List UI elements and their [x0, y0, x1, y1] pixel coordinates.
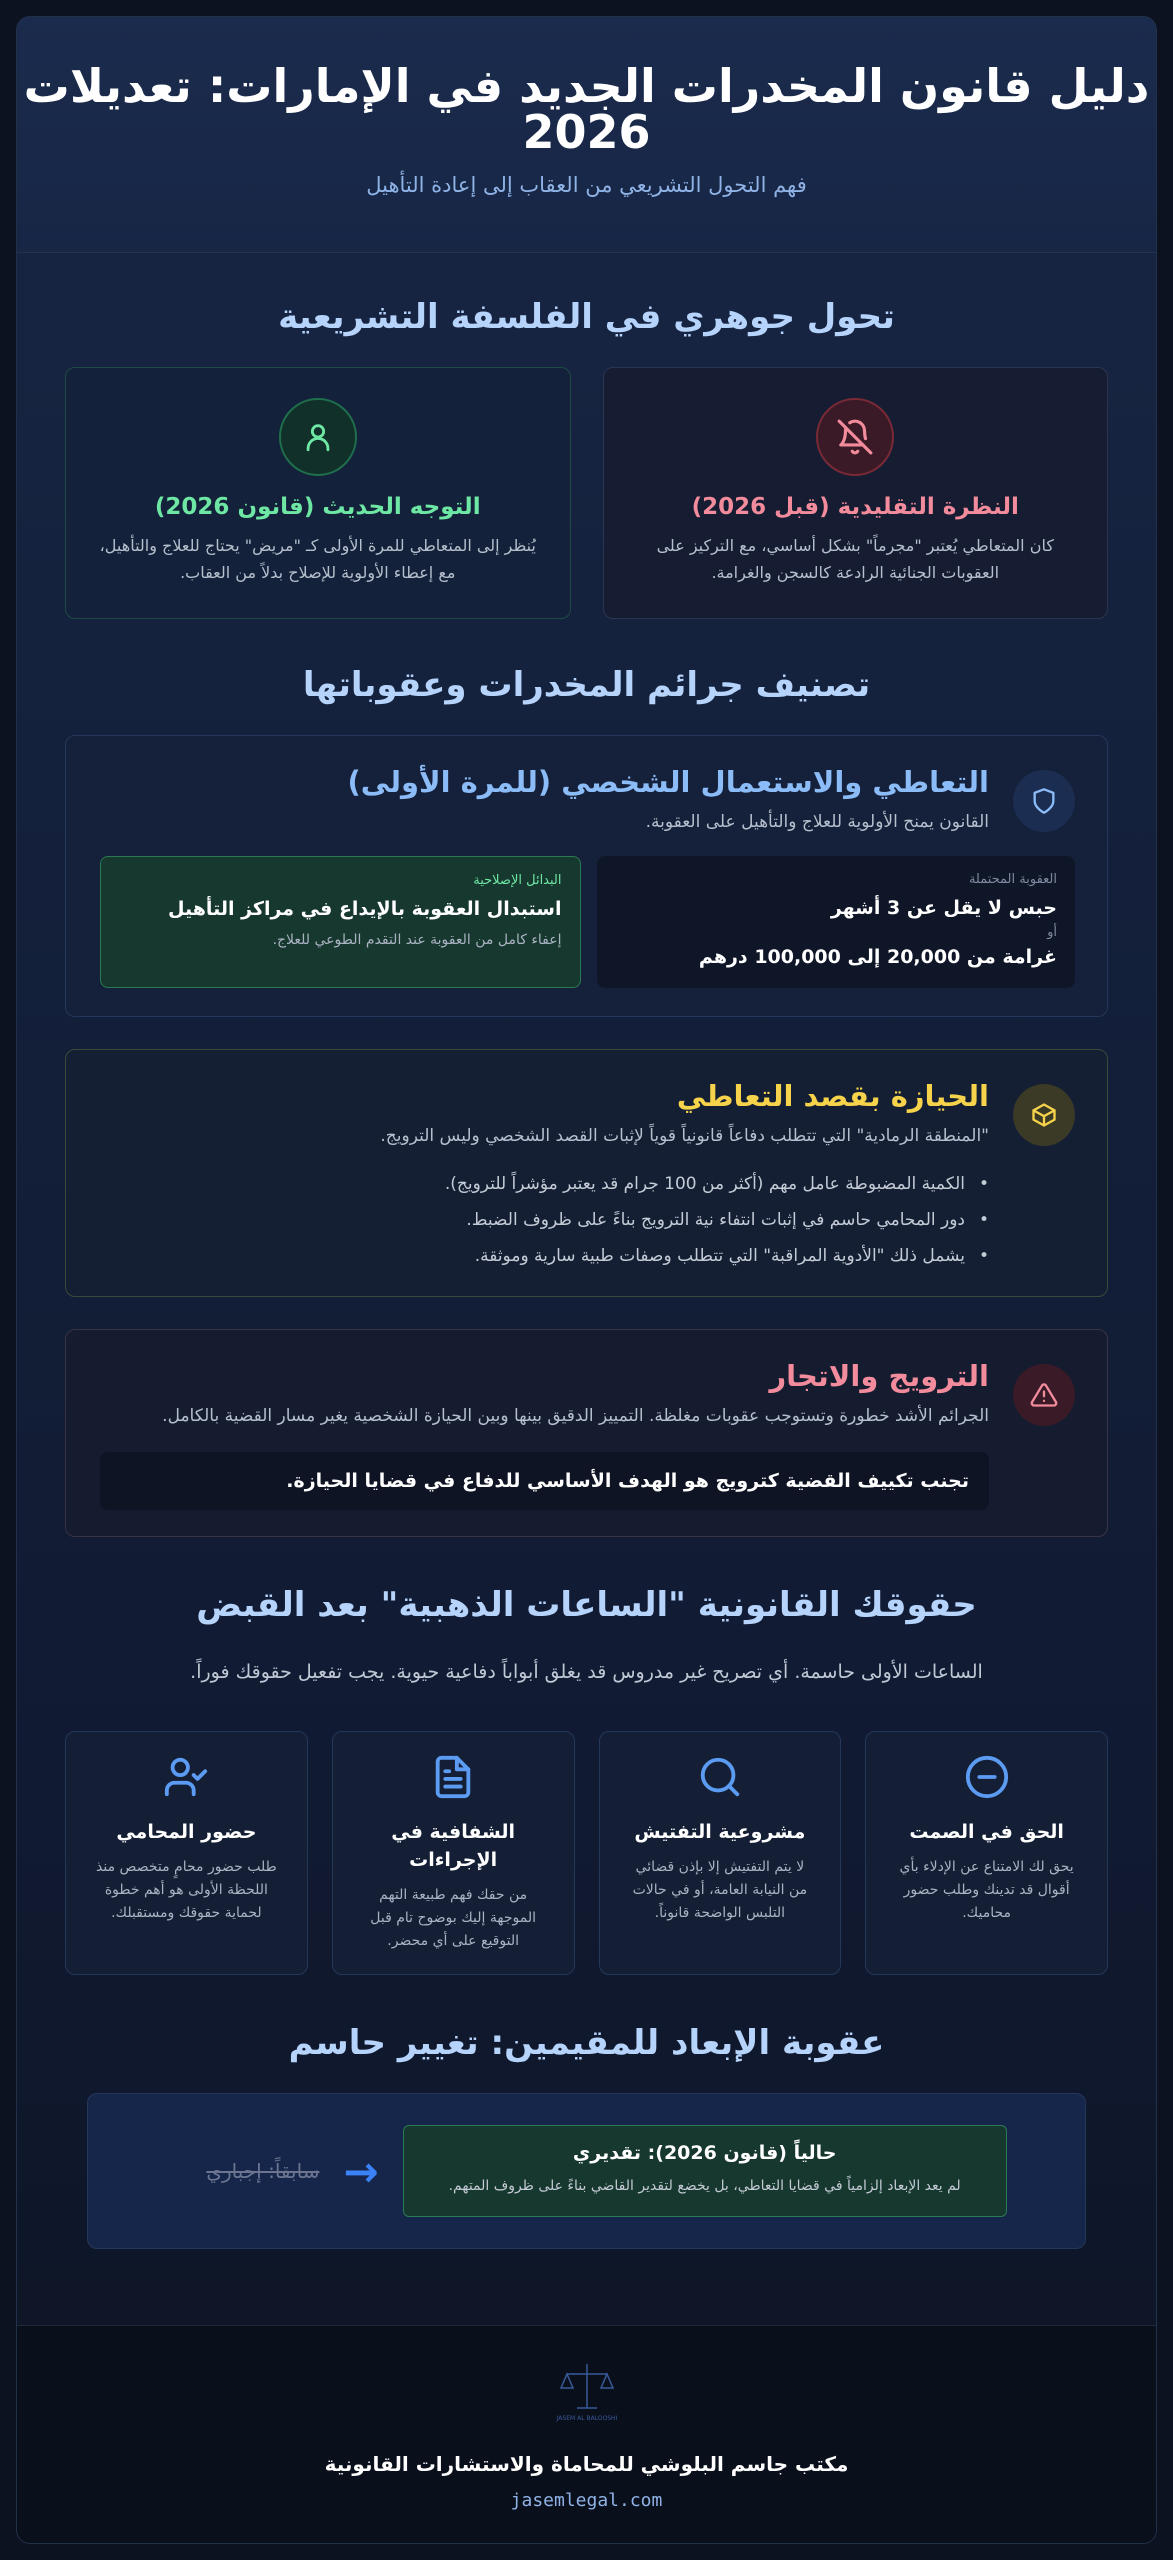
rights-row [17, 1731, 1156, 1975]
trafficking-title: الترويج والاتجار [769, 1359, 989, 1393]
penalty-or: أو [1047, 925, 1057, 940]
right-text: طلب حضور محامٍ متخصص منذ اللحظة الأولى هو أهم خطوة لحماية حقوقك ومستقبلك. [96, 1859, 277, 1921]
deportation-before: سابقاً: إجباري [206, 2159, 320, 2183]
page-title: دليل قانون المخدرات الجديد في الإمارات: تعديلات 2026 [23, 59, 1150, 159]
right-card-search [599, 1731, 842, 1975]
philosophy-row [17, 367, 1156, 619]
alternative-note: إعفاء كامل من العقوبة عند التقدم الطوعي للعلاج. [272, 932, 562, 948]
document-icon [430, 1785, 476, 1804]
right-card-silence [865, 1731, 1108, 1975]
right-title: الحق في الصمت [909, 1821, 1064, 1843]
right-title: الشفافية في الإجراءات [391, 1821, 516, 1871]
possession-title: الحيازة بقصد التعاطي [676, 1079, 989, 1113]
philosophy-title: تحول جوهري في الفلسفة التشريعية [278, 297, 895, 337]
use-card [65, 735, 1108, 1017]
list-item: • الكمية المضبوطة عامل مهم (أكثر من 100 جرام قد يعتبر مؤشراً للترويج). [100, 1166, 989, 1202]
minus-circle-icon [964, 1785, 1010, 1804]
right-text: من حقك فهم طبيعة التهم الموجهة إليك بوضوح تام قبل التوقيع على أي محضر. [370, 1887, 536, 1949]
penalty-fine: غرامة من 20,000 إلى 100,000 درهم [698, 946, 1057, 968]
new-view-title: التوجه الحديث (قانون 2026) [154, 494, 481, 520]
firm-website[interactable]: jasemlegal.com [510, 2490, 663, 2511]
use-title: التعاطي والاستعمال الشخصي (للمرة الأولى) [347, 765, 989, 799]
trafficking-desc: الجرائم الأشد خطورة وتستوجب عقوبات مغلظة. التمييز الدقيق بينها وبين الحيازة الشخصية يغير مسار القضية بالكامل. [162, 1406, 989, 1426]
new-view-text: يُنظر إلى المتعاطي للمرة الأولى كـ "مريض" يحتاج للعلاج والتأهيل، مع إعطاء الأولوية للإصلاح بدلاً من العقاب. [99, 536, 536, 582]
penalty-row [100, 856, 1075, 988]
firm-logo [547, 2358, 627, 2426]
penalty-box [597, 856, 1076, 988]
infographic [16, 16, 1157, 2544]
deportation-now-text: لم يعد الإبعاد إلزامياً في قضايا التعاطي، بل يخضع لتقدير القاضي بناءً على ظروف المتهم. [448, 2178, 961, 2194]
crimes-title: تصنيف جرائم المخدرات وعقوباتها [302, 665, 871, 705]
svg-text:JASEM AL BALOOSHI: JASEM AL BALOOSHI [556, 2415, 617, 2422]
arrow-icon: → [343, 2146, 379, 2196]
possession-list [100, 1166, 989, 1274]
alternative-box [100, 856, 581, 988]
deportation-box [87, 2093, 1086, 2249]
deportation-title: عقوبة الإبعاد للمقيمين: تغيير حاسم [288, 2023, 885, 2063]
penalty-label: العقوبة المحتملة [968, 872, 1057, 887]
bell-off-icon [816, 398, 894, 476]
right-card-transparency [332, 1731, 575, 1975]
right-title: مشروعية التفتيش [634, 1821, 806, 1843]
page-subtitle: فهم التحول التشريعي من العقاب إلى إعادة التأهيل [366, 173, 807, 197]
user-icon [279, 398, 357, 476]
deportation-now-title: حالياً (قانون 2026): تقديري [572, 2142, 837, 2164]
rights-title: حقوقك القانونية "الساعات الذهبية" بعد القبض [196, 1585, 977, 1625]
rights-subtitle: الساعات الأولى حاسمة. أي تصريح غير مدروس قد يغلق أبواباً دفاعية حيوية. يجب تفعيل حقوقك فوراً. [190, 1661, 983, 1683]
trafficking-warning: تجنب تكييف القضية كترويج هو الهدف الأساسي للدفاع في قضايا الحيازة. [100, 1452, 989, 1510]
right-title: حضور المحامي [116, 1821, 257, 1843]
header [17, 17, 1156, 253]
old-view-title: النظرة التقليدية (قبل 2026) [691, 494, 1019, 520]
list-item: • دور المحامي حاسم في إثبات انتفاء نية الترويج بناءً على ظروف الضبط. [100, 1202, 989, 1238]
deportation-now [403, 2125, 1007, 2217]
alternative-label: البدائل الإصلاحية [473, 873, 562, 888]
right-text: لا يتم التفتيش إلا بإذن قضائي من النيابة العامة، أو في حالات التلبس الواضحة قانوناً. [632, 1859, 808, 1921]
new-view-card [65, 367, 571, 619]
right-card-lawyer [65, 1731, 308, 1975]
box-icon [1013, 1084, 1075, 1146]
possession-card [65, 1049, 1108, 1297]
use-desc: القانون يمنح الأولوية للعلاج والتأهيل على العقوبة. [645, 812, 989, 832]
trafficking-card [65, 1329, 1108, 1537]
penalty-prison: حبس لا يقل عن 3 أشهر [830, 897, 1057, 919]
alternative-title: استبدال العقوبة بالإيداع في مراكز التأهيل [168, 898, 562, 920]
footer [17, 2325, 1156, 2543]
search-icon [697, 1785, 743, 1804]
firm-name: مكتب جاسم البلوشي للمحاماة والاستشارات القانونية [324, 2452, 849, 2476]
old-view-text: كان المتعاطي يُعتبر "مجرماً" بشكل أساسي، مع التركيز على العقوبات الجنائية الرادعة كالسجن والغرامة. [656, 536, 1054, 582]
shield-icon [1013, 770, 1075, 832]
list-item: • يشمل ذلك "الأدوية المراقبة" التي تتطلب وصفات طبية سارية وموثقة. [100, 1238, 989, 1274]
user-check-icon [163, 1785, 209, 1804]
warning-icon [1013, 1364, 1075, 1426]
right-text: يحق لك الامتناع عن الإدلاء بأي أقوال قد تدينك وطلب حضور محاميك. [899, 1859, 1074, 1921]
possession-desc: "المنطقة الرمادية" التي تتطلب دفاعاً قانونياً قوياً لإثبات القصد الشخصي وليس الترويج. [380, 1126, 989, 1146]
old-view-card [603, 367, 1109, 619]
